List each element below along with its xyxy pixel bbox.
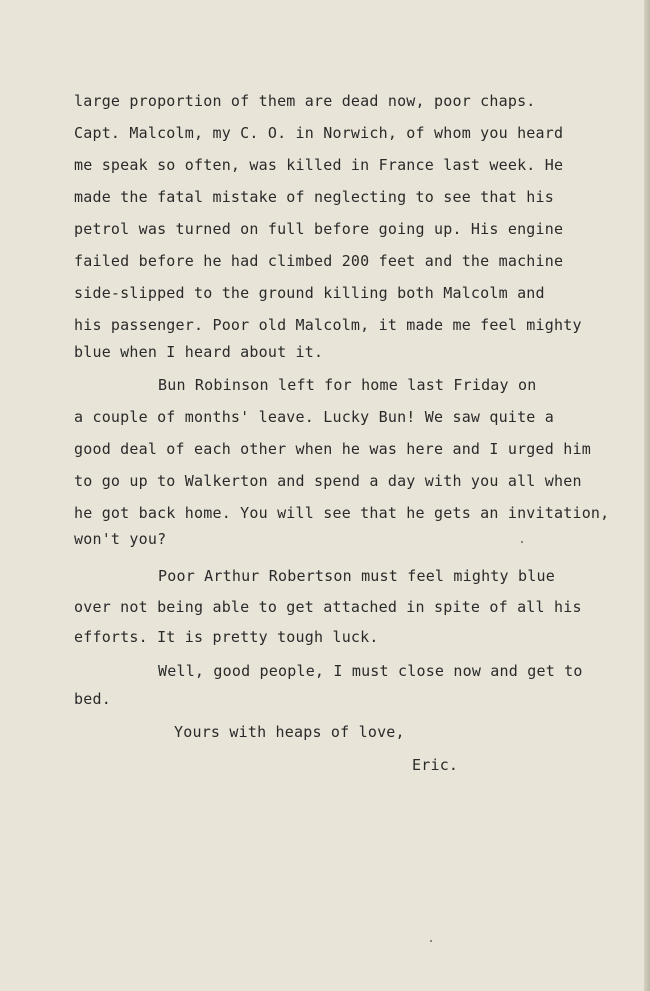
text-line: over not being able to get attached in spite of all his (74, 598, 582, 616)
text-line: bed. (74, 690, 111, 708)
text-line: Capt. Malcolm, my C. O. in Norwich, of whom you heard (74, 124, 564, 142)
text-line: he got back home. You will see that he gets an invitation, (74, 504, 610, 522)
text-line: Bun Robinson left for home last Friday on (158, 376, 537, 394)
text-line: good deal of each other when he was here and I urged him (74, 440, 591, 458)
paper-speck (430, 940, 432, 942)
text-line: large proportion of them are dead now, poor chaps. (74, 92, 536, 110)
text-line: blue when I heard about it. (74, 343, 324, 361)
text-line: a couple of months' leave. Lucky Bun! We saw quite a (74, 408, 554, 426)
paper-speck (521, 541, 523, 543)
text-line: Poor Arthur Robertson must feel mighty blue (158, 567, 555, 585)
text-line: me speak so often, was killed in France last week. He (74, 156, 564, 174)
text-line: Well, good people, I must close now and get to (158, 662, 583, 680)
signature: Eric. (412, 756, 459, 774)
text-line: side-slipped to the ground killing both Malcolm and (74, 284, 545, 302)
text-line: failed before he had climbed 200 feet and the machine (74, 252, 564, 270)
text-line: his passenger. Poor old Malcolm, it made me feel mighty (74, 316, 582, 334)
text-line: won't you? (74, 530, 167, 548)
page-edge (644, 0, 650, 991)
closing-line: Yours with heaps of love, (174, 723, 405, 741)
text-line: petrol was turned on full before going up. His engine (74, 220, 564, 238)
text-line: to go up to Walkerton and spend a day with you all when (74, 472, 582, 490)
text-line: efforts. It is pretty tough luck. (74, 628, 379, 646)
text-line: made the fatal mistake of neglecting to see that his (74, 188, 554, 206)
